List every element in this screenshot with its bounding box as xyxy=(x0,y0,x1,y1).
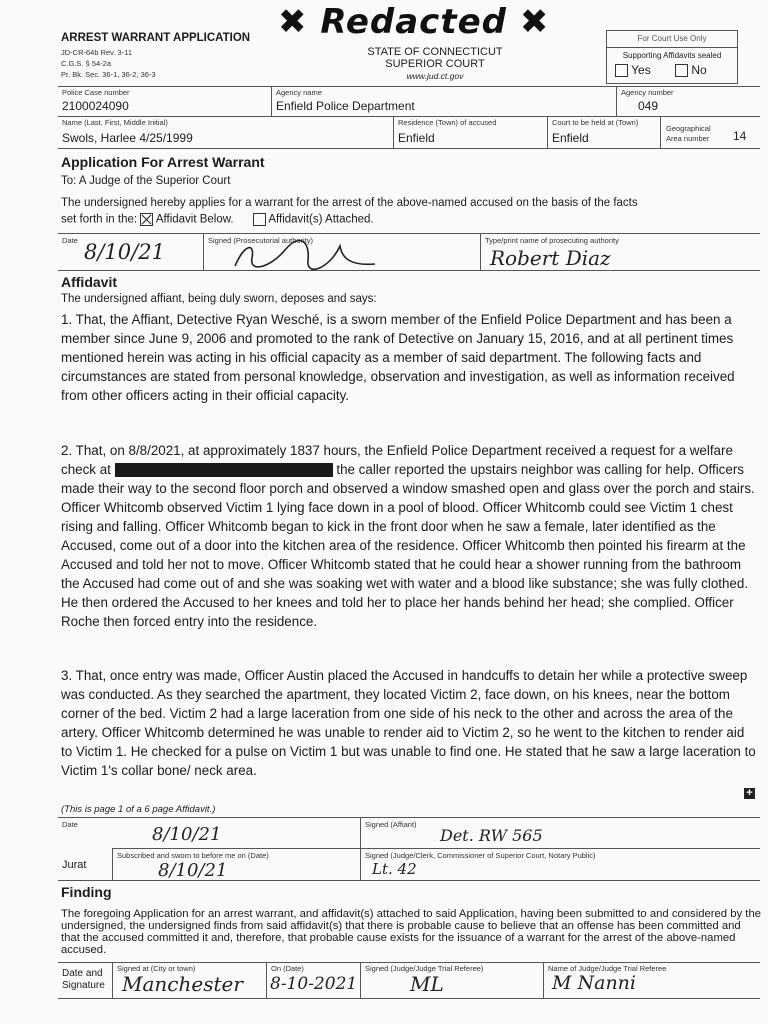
city-label: Signed at (City or town) xyxy=(117,964,196,973)
sealed-label: Supporting Affidavits sealed xyxy=(622,51,722,60)
agency-number-label: Agency number xyxy=(621,88,674,97)
agency-name-label: Agency name xyxy=(276,88,322,97)
statute: C.G.S. § 54-2a xyxy=(61,59,112,68)
set-forth-label: set forth in the: xyxy=(61,213,138,226)
app-date-value: 8/10/21 xyxy=(84,240,165,264)
city-value: Manchester xyxy=(122,972,243,996)
on-date-label: On (Date) xyxy=(271,964,304,973)
court-held-label: Court to be held at (Town) xyxy=(552,118,639,127)
affidavit-below-label: Affidavit Below. xyxy=(155,213,234,226)
affiant-signed-label: Signed (Affiant) xyxy=(365,820,417,829)
form-title: ARREST WARRANT APPLICATION xyxy=(61,32,251,44)
residence-label: Residence (Town) of accused xyxy=(398,118,497,127)
agency-name-value: Enfield Police Department xyxy=(276,99,415,113)
page-note: (This is page 1 of a 6 page Affidavit.) xyxy=(61,804,216,815)
affidavit-paragraph-2 xyxy=(61,441,759,631)
jurat-label: Jurat xyxy=(62,859,87,871)
sealed-yes-checkbox[interactable] xyxy=(615,64,628,77)
affidavit-paragraph-1: 1. That, the Affiant, Detective Ryan Wesché, is a sworn member of the Enfield Police Department and has been a member since June 9, 2006 and promoted to the rank of Detective on January 15, 2016, and at all pertinent times mentioned herein was acting in his official capacity as a member of said department. The following facts and circumstances are stated from personal knowledge, observation and investigation, as well as information received from other officers acting in their official capacity. xyxy=(61,312,735,403)
signature-label: Signature xyxy=(62,980,105,991)
sealed-yes-label: Yes xyxy=(631,63,651,77)
application-title: Application For Arrest Warrant xyxy=(61,154,265,170)
judge-name-label: Name of Judge/Judge Trial Referee xyxy=(548,964,667,973)
court-use-box xyxy=(606,30,738,84)
plus-icon[interactable]: + xyxy=(744,788,755,799)
affidavit-intro: The undersigned affiant, being duly sworn, deposes and says: xyxy=(61,293,377,305)
application-text: The undersigned hereby applies for a warrant for the arrest of the above-named accused on the basis of the facts xyxy=(61,197,638,209)
sworn-date-value: 8/10/21 xyxy=(158,860,228,881)
on-date-value: 8-10-2021 xyxy=(270,974,358,994)
jurat-judge-signature: Lt. 42 xyxy=(372,860,417,878)
finding-judge-signed-label: Signed (Judge/Judge Trial Referee) xyxy=(365,964,484,973)
judge-signed-label: Signed (Judge/Clerk, Commissioner of Superior Court, Notary Public) xyxy=(365,851,596,860)
redacted-text: Redacted xyxy=(320,2,507,42)
application-to: To: A Judge of the Superior Court xyxy=(61,175,231,187)
paragraph-2-start: 2. That, on 8/8/2021, at approximately 1837 hours, the Enfield Police Department received a request for a welfare check at xyxy=(61,443,733,477)
affidavit-title: Affidavit xyxy=(61,274,117,290)
court-use-label: For Court Use Only xyxy=(637,34,707,43)
jurat-date-value: 8/10/21 xyxy=(152,824,222,845)
affiant-signature: Det. RW 565 xyxy=(440,826,543,845)
form-number: JD-CR-64b Rev. 3-11 xyxy=(61,48,132,57)
prosecutor-type-label: Type/print name of prosecuting authority xyxy=(485,236,619,245)
geo-label-2: Area number xyxy=(666,134,710,143)
geo-number-value: 14 xyxy=(733,129,747,143)
affidavits-attached-label: Affidavit(s) Attached. xyxy=(268,213,374,226)
prosecutor-signed-label: Signed (Prosecutorial authority) xyxy=(208,236,314,245)
sworn-date-label: Subscribed and sworn to before me on (Date) xyxy=(117,851,269,860)
paragraph-2-rest: the caller reported the upstairs neighbor was calling for help. Officers made their way to the second floor porch and observed a window smashed open and glass over the porch and stairs. Officer Whitcomb observed Victim 1 lying face down in a pool of blood. Officer Whitcomb could see Victim 1 chest rising and falling. Officer Whitcomb began to kick in the front door when he saw a female, later identified as the Accused, come out of a door into the kitchen area of the residence. Officer Whitcomb then pointed his firearm at the Accused and told her not to move. Officer Whitcomb stated that he could hear a shower running from the bathroom the Accused had come out of and she was soaking wet with water and a blood like substance; she was fully clothed. He then ordered the Accused to her knees and told her to place her hands behind her head; she complied. Officer Roche then forced entry into the residence. xyxy=(61,462,755,629)
prosecutor-signature xyxy=(230,238,380,270)
date-and-label: Date and xyxy=(62,968,103,979)
stamp-x-right-icon: ✖ xyxy=(519,2,550,42)
court-website: www.jud.ct.gov xyxy=(406,71,464,81)
finding-title: Finding xyxy=(61,884,112,900)
agency-number-value: 049 xyxy=(638,99,659,113)
court-name: SUPERIOR COURT xyxy=(385,58,485,70)
police-case-label: Police Case number xyxy=(62,88,130,97)
court-held-value: Enfield xyxy=(552,131,589,145)
sealed-no-label: No xyxy=(691,63,707,77)
accused-name-value: Swols, Harlee 4/25/1999 xyxy=(62,131,193,145)
accused-name-label: Name (Last, First, Middle Initial) xyxy=(62,118,168,127)
jurat-date-label: Date xyxy=(62,820,78,829)
geo-label-1: Geographical xyxy=(666,124,711,133)
affidavit-below-checkbox[interactable] xyxy=(140,213,153,226)
prosecutor-type-value: Robert Diaz xyxy=(490,246,611,270)
redacted-stamp xyxy=(278,2,549,42)
practice-book: Pr. Bk. Sec. 36-1, 36-2, 36-3 xyxy=(61,70,156,79)
stamp-x-left-icon: ✖ xyxy=(278,2,308,42)
state-name: STATE OF CONNECTICUT xyxy=(367,46,503,58)
residence-value: Enfield xyxy=(398,131,435,145)
date-signature-label xyxy=(62,968,105,992)
judge-name-value: M Nanni xyxy=(552,972,636,994)
court-header xyxy=(335,46,535,82)
application-options xyxy=(61,213,374,226)
redaction-bar xyxy=(115,463,333,477)
police-case-value: 2100024090 xyxy=(62,99,129,113)
affidavits-attached-checkbox[interactable] xyxy=(253,213,266,226)
finding-judge-signature: ML xyxy=(410,972,444,996)
app-date-label: Date xyxy=(62,236,78,245)
affidavit-paragraph-3: 3. That, once entry was made, Officer Austin placed the Accused in handcuffs to detain her while a protective sweep was conducted. As they searched the apartment, they located Victim 2, face down, on his knees, near the bottom corner of the bed. Victim 2 had a large laceration from one side of his neck to the other and across the area of the artery. Officer Whitcomb determined he was unable to render aid to Victim 2, so he went to the kitchen to render aid to Victim 1. He checked for a pulse on Victim 1 but was unable to find one. He stated that he saw a large laceration to Victim 1's collar bone/ neck area. xyxy=(61,668,756,778)
finding-text: The foregoing Application for an arrest warrant, and affidavit(s) attached to said Application, having been submitted to and considered by the undersigned, the undersigned finds from said affidavit(s) that there is probable cause to believe that an offense has been committed and that the accused committed it and, therefore, that probable cause exists for the issuance of a warrant for the arrest of the above-named accused. xyxy=(61,908,762,956)
sealed-no-checkbox[interactable] xyxy=(675,64,688,77)
